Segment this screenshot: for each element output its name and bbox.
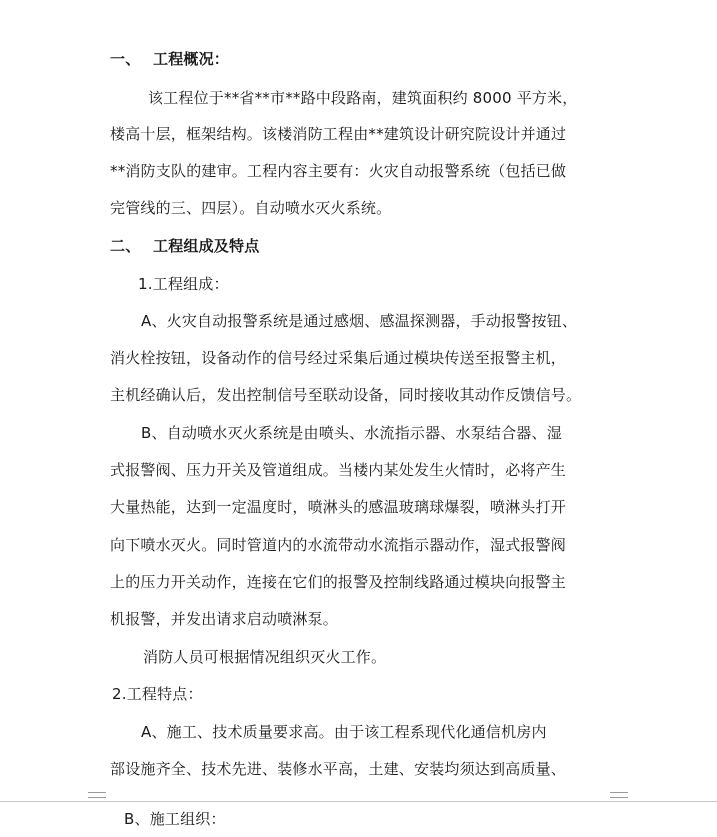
paragraph-line: B、自动喷水灭火系统是由喷头、水流指示器、水泵结合器、湿	[141, 424, 562, 442]
paragraph-line: **消防支队的建审。工程内容主要有：火灾自动报警系统（包括已做	[110, 162, 567, 180]
paragraph-line: 完管线的三、四层）。自动喷水灭火系统。	[110, 199, 392, 217]
next-page-item: B、施工组织：	[124, 810, 226, 828]
paragraph-line: 楼高十层，框架结构。该楼消防工程由**建筑设计研究院设计并通过	[110, 125, 567, 143]
paragraph-line: 主机经确认后，发出控制信号至联动设备，同时接收其动作反馈信号。	[110, 386, 582, 404]
section-1-heading	[110, 49, 229, 69]
paragraph-line: 大量热能，达到一定温度时，喷淋头的感温玻璃球爆裂，喷淋头打开	[110, 498, 567, 516]
section-2-number: 二、	[110, 237, 141, 255]
section-2-title: 工程组成及特点	[153, 237, 260, 255]
paragraph-line: 向下喷水灭火。同时管道内的水流带动水流指示器动作，湿式报警阀	[110, 536, 567, 554]
section-2-heading	[110, 236, 259, 256]
page-break-line	[0, 801, 717, 802]
paragraph-line: 机报警，并发出请求启动喷淋泵。	[110, 610, 339, 628]
section-1-number: 一、	[110, 50, 141, 68]
page-corner-mark-left	[88, 790, 106, 800]
note-line: 消防人员可根据情况组织灭火工作。	[143, 648, 387, 666]
page-corner-mark-right	[610, 790, 628, 800]
paragraph-line: 该工程位于**省**市**路中段路南，建筑面积约 8000 平方米，	[148, 89, 578, 107]
paragraph-line: 上的压力开关动作，连接在它们的报警及控制线路通过模块向报警主	[110, 573, 567, 591]
paragraph-line: A、施工、技术质量要求高。由于该工程系现代化通信机房内	[141, 723, 547, 741]
subsection-1-title: 1.工程组成：	[138, 275, 229, 293]
paragraph-line: 部设施齐全、技术先进、装修水平高，土建、安装均须达到高质量、	[110, 760, 567, 778]
subsection-2-title: 2.工程特点：	[112, 685, 203, 703]
section-1-title: 工程概况：	[153, 50, 230, 68]
paragraph-line: A、火灾自动报警系统是通过感烟、感温探测器，手动报警按钮、	[141, 312, 578, 330]
paragraph-line: 式报警阀、压力开关及管道组成。当楼内某处发生火情时，必将产生	[110, 461, 567, 479]
paragraph-line: 消火栓按钮，设备动作的信号经过采集后通过模块传送至报警主机，	[110, 349, 567, 367]
